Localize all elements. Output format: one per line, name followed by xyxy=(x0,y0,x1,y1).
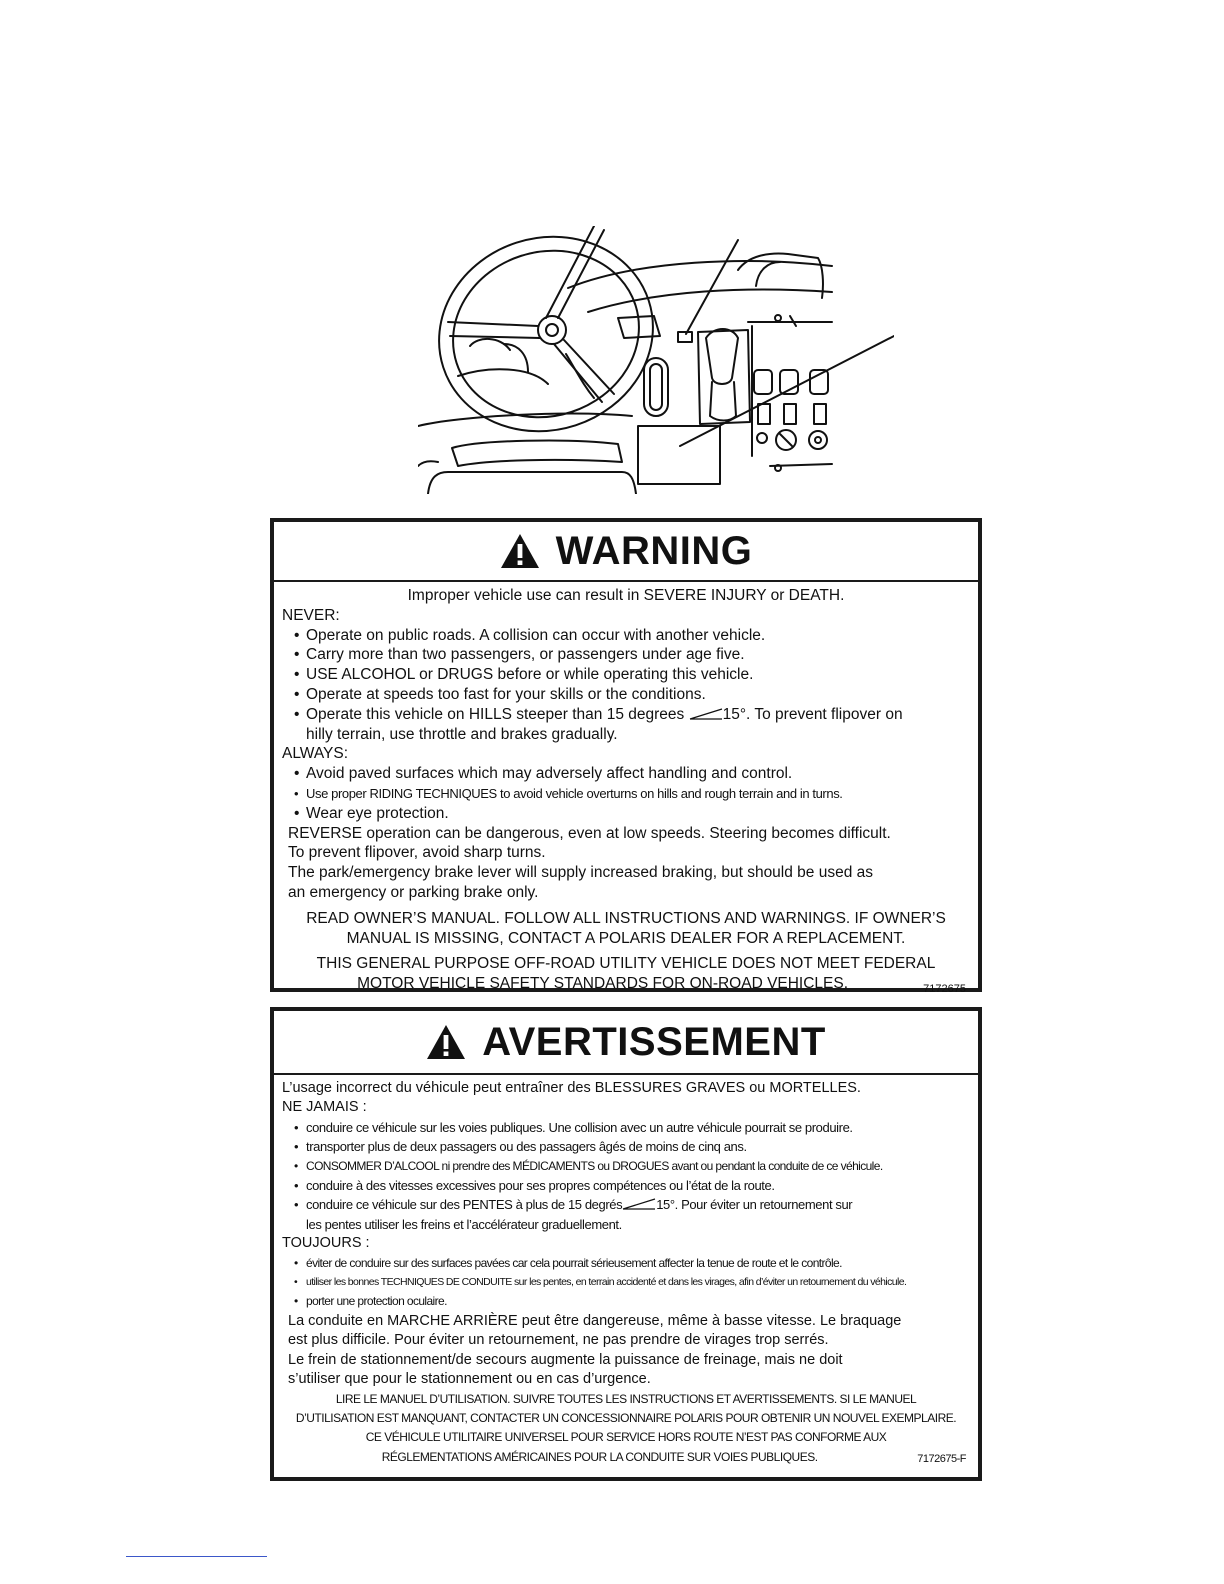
avertissement-body xyxy=(274,1075,978,1467)
never-item: • Operate on public roads. A collision can occur with another vehicle. xyxy=(282,626,970,646)
dashboard-illustration xyxy=(418,226,894,494)
warning-header xyxy=(274,522,978,582)
brake-line-2: an emergency or parking brake only. xyxy=(288,883,539,901)
part-number: 7172675 xyxy=(923,983,966,996)
reverse-line-2: To prevent flipover, avoid sharp turns. xyxy=(288,844,546,862)
toujours-label: TOUJOURS : xyxy=(282,1235,370,1252)
read-manual-line-1: READ OWNER’S MANUAL. FOLLOW ALL INSTRUCTIONS AND WARNINGS. IF OWNER’S xyxy=(306,909,946,927)
warning-intro: Improper vehicle use can result in SEVERE INJURY or DEATH. xyxy=(407,587,845,604)
vehicule-line-1: CE VÉHICULE UTILITAIRE UNIVERSEL POUR SERVICE HORS ROUTE N’EST PAS CONFORME AUX xyxy=(365,1430,887,1445)
never-item-hills xyxy=(282,705,970,725)
never-label: NEVER: xyxy=(282,606,340,624)
marche-arriere-line-2: est plus difficile. Pour éviter un retournement, ne pas prendre de virages trop serrés. xyxy=(288,1332,829,1349)
toujours-item: • utiliser les bonnes TECHNIQUES DE CONDUITE sur les pentes, en terrain accidenté et dans les virages, afin d’éviter un retournement du véhicule. xyxy=(282,1273,970,1292)
pentes-text-end: 15°. Pour éviter un retournement sur xyxy=(656,1197,853,1213)
always-label: ALWAYS: xyxy=(282,745,349,763)
hills-continuation: hilly terrain, use throttle and brakes gradually. xyxy=(306,725,618,743)
never-item: • USE ALCOHOL or DRUGS before or while operating this vehicle. xyxy=(282,665,970,685)
avertissement-title: AVERTISSEMENT xyxy=(482,1019,826,1064)
avertissement-header xyxy=(274,1011,978,1075)
read-manual-line-2: MANUAL IS MISSING, CONTACT A POLARIS DEALER FOR A REPLACEMENT. xyxy=(346,929,906,947)
slope-angle-icon xyxy=(622,1198,656,1210)
federal-line-2 xyxy=(282,974,970,994)
federal-line-2-text: MOTOR VEHICLE SAFETY STANDARDS FOR ON-ROAD VEHICLES. xyxy=(357,975,849,993)
pentes-continuation: les pentes utiliser les freins et l’accélérateur graduellement. xyxy=(306,1216,622,1232)
toujours-item: • porter une protection oculaire. xyxy=(282,1292,970,1311)
federal-line-1: THIS GENERAL PURPOSE OFF-ROAD UTILITY VEHICLE DOES NOT MEET FEDERAL xyxy=(316,955,936,973)
always-list xyxy=(282,764,970,823)
ne-jamais-item-pentes xyxy=(282,1195,970,1214)
frein-line-2: s’utiliser que pour le stationnement ou en cas d’urgence. xyxy=(288,1371,651,1388)
ne-jamais-list xyxy=(282,1118,970,1215)
always-item: • Wear eye protection. xyxy=(282,804,970,824)
marche-arriere-line-1: La conduite en MARCHE ARRIÈRE peut être dangereuse, même à basse vitesse. Le braquage xyxy=(288,1312,902,1329)
toujours-item: • éviter de conduire sur des surfaces pavées car cela pourrait sérieusement affecter la tenue de route et le contrôle. xyxy=(282,1254,970,1273)
avertissement-panel xyxy=(270,1007,982,1481)
pentes-text: conduire ce véhicule sur des PENTES à plus de 15 degrés xyxy=(306,1197,623,1213)
lire-manuel-line-1: LIRE LE MANUEL D’UTILISATION. SUIVRE TOUTES LES INSTRUCTIONS ET AVERTISSEMENTS. SI LE MANUEL xyxy=(335,1391,917,1406)
ne-jamais-item: • conduire ce véhicule sur les voies publiques. Une collision avec un autre véhicule pourrait se produire. xyxy=(282,1118,970,1137)
vehicule-line-2-text: RÉGLEMENTATIONS AMÉRICAINES POUR LA CONDUITE SUR VOIES PUBLIQUES. xyxy=(381,1449,818,1464)
hills-text-end: 15°. To prevent flipover on xyxy=(722,705,903,723)
always-item: • Avoid paved surfaces which may adversely affect handling and control. xyxy=(282,764,970,784)
indicator-light xyxy=(678,332,692,342)
avertissement-intro: L’usage incorrect du véhicule peut entraîner des BLESSURES GRAVES ou MORTELLES. xyxy=(282,1080,861,1096)
vehicule-line-2 xyxy=(282,1448,970,1467)
warning-panel xyxy=(270,518,982,996)
reverse-line-1: REVERSE operation can be dangerous, even at low speeds. Steering becomes difficult. xyxy=(288,824,891,842)
warning-title: WARNING xyxy=(555,528,753,573)
slope-angle-icon xyxy=(689,708,723,720)
always-item: • Use proper RIDING TECHNIQUES to avoid vehicle overturns on hills and rough terrain and in turns. xyxy=(282,784,970,804)
ne-jamais-item: • transporter plus de deux passagers ou des passagers âgés de moins de cinq ans. xyxy=(282,1137,970,1156)
frein-line-1: Le frein de stationnement/de secours augmente la puissance de freinage, mais ne doit xyxy=(288,1351,843,1368)
part-number-fr: 7172675-F xyxy=(917,1452,966,1465)
ne-jamais-label: NE JAMAIS : xyxy=(282,1099,367,1116)
steering-wheel xyxy=(418,226,678,459)
brake-line-1: The park/emergency brake lever will supply increased braking, but should be used as xyxy=(288,864,874,882)
toujours-list xyxy=(282,1254,970,1312)
hills-text: Operate this vehicle on HILLS steeper than 15 degrees xyxy=(306,705,685,723)
warning-body xyxy=(274,582,978,994)
ne-jamais-item: • conduire à des vitesses excessives pour ses propres compétences ou l’état de la route. xyxy=(282,1176,970,1195)
warning-label-location xyxy=(638,426,720,484)
warning-triangle-icon xyxy=(426,1024,466,1060)
footnote-rule xyxy=(126,1556,267,1557)
warning-triangle-icon xyxy=(500,533,540,569)
leader-line-indicator xyxy=(686,240,738,334)
lire-manuel-line-2: D’UTILISATION EST MANQUANT, CONTACTER UN CONCESSIONNAIRE POLARIS POUR OBTENIR UN NOUVEL EXEMPLAIRE. xyxy=(295,1410,957,1425)
ne-jamais-item: • CONSOMMER D’ALCOOL ni prendre des MÉDICAMENTS ou DROGUES avant ou pendant la conduite de ce véhicule. xyxy=(282,1157,970,1176)
never-list xyxy=(282,626,970,725)
never-item: • Carry more than two passengers, or passengers under age five. xyxy=(282,645,970,665)
never-item: • Operate at speeds too fast for your skills or the conditions. xyxy=(282,685,970,705)
